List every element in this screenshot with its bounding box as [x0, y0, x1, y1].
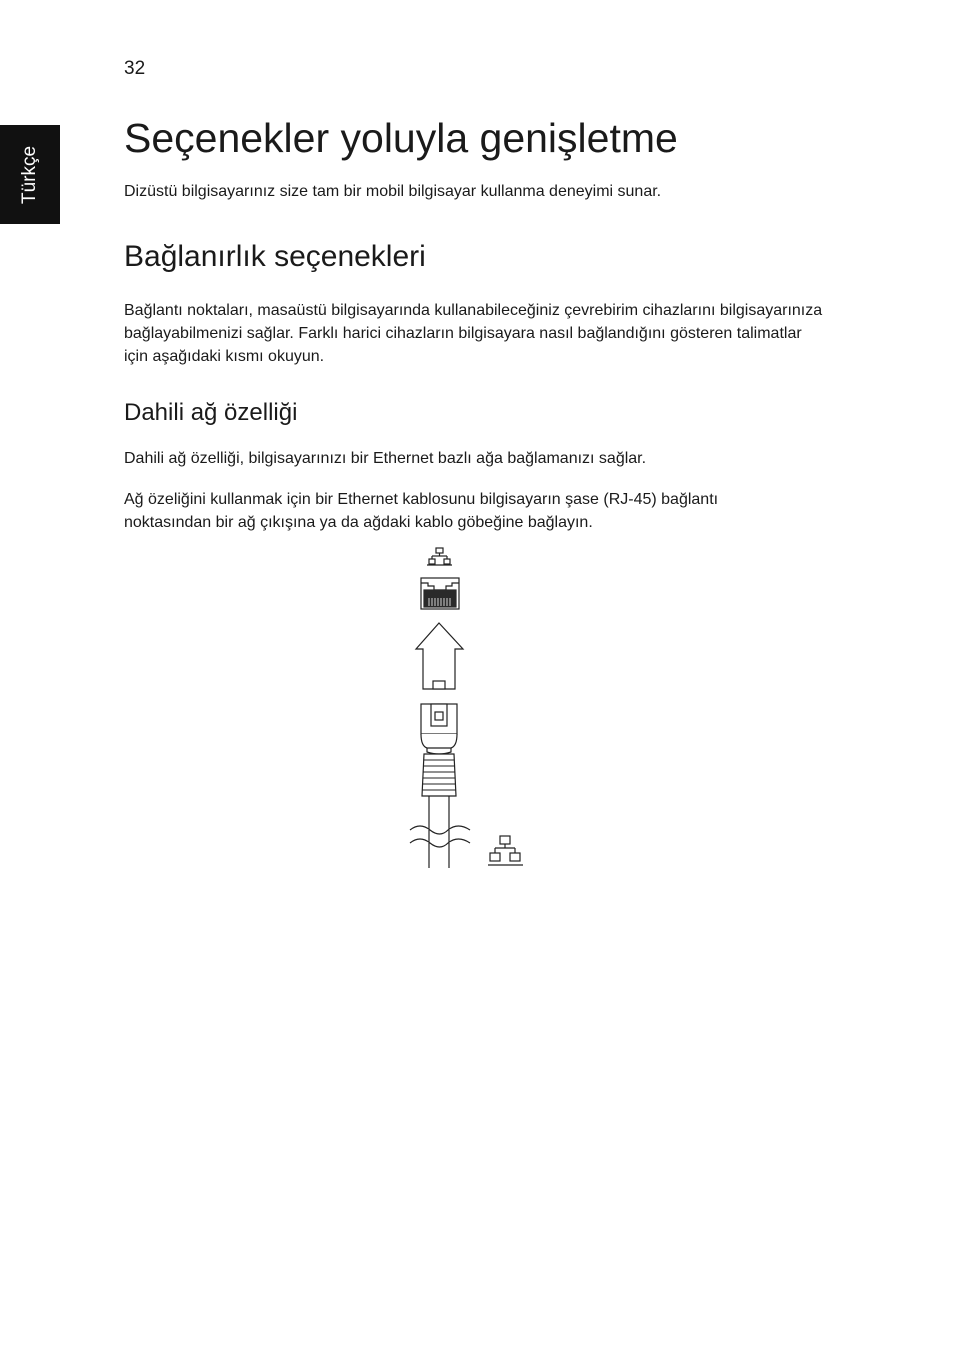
section-body: Bağlantı noktaları, masaüstü bilgisayarında kullanabileceğiniz çevrebirim cihazlarını bilgisayarınıza bağlayabilmenizi sağlar. Farklı harici cihazların bilgisayara nasıl bağlandığını gösteren talimatlar için aşağıdaki kısmı okuyun. [124, 302, 823, 365]
language-tab [0, 125, 60, 224]
subsection-paragraph-2: Ağ özeliğini kullanmak için bir Ethernet kablosunu bilgisayarın şase (RJ-45) bağlantı noktasından bir ağ çıkışına ya da ağdaki kablo göbeğine bağlayın. [124, 491, 719, 531]
rj45-plug-icon [410, 704, 470, 868]
network-icon [427, 548, 452, 565]
rj45-port-icon [421, 578, 459, 609]
up-arrow-icon [416, 623, 463, 689]
page-title: Seçenekler yoluyla genişletme [124, 115, 678, 161]
page-number: 32 [124, 58, 146, 79]
subsection-paragraph-1: Dahili ağ özelliği, bilgisayarınızı bir Ethernet bazlı ağa bağlamanızı sağlar. [124, 450, 647, 467]
ethernet-connection-illustration [400, 540, 540, 875]
section-heading: Bağlanırlık seçenekleri [124, 240, 426, 273]
network-icon [488, 836, 523, 865]
subsection-heading: Dahili ağ özelliği [124, 399, 298, 426]
language-tab-label: Türkçe [19, 145, 40, 204]
intro-paragraph: Dizüstü bilgisayarınız size tam bir mobil bilgisayar kullanma deneyimi sunar. [124, 183, 662, 200]
